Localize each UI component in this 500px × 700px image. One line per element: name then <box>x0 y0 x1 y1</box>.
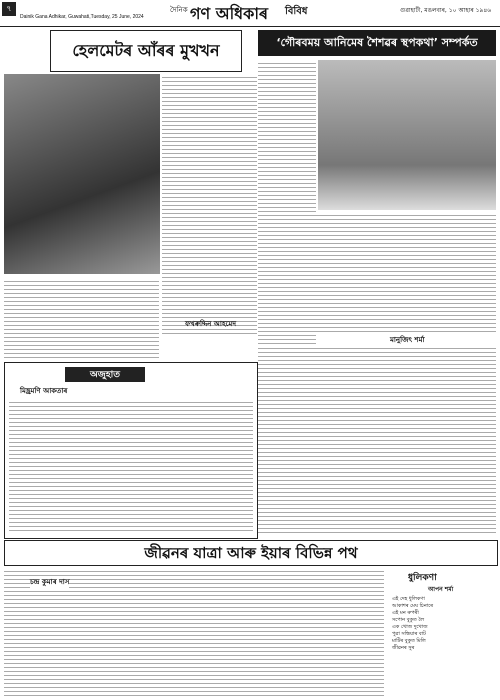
poem-line: আকাশৰ মেঘ চিনাৰে <box>392 603 434 609</box>
main-story-column-1 <box>162 74 257 334</box>
poem-line: সপোন বুকুত লৈ <box>392 617 425 623</box>
poem-line: পুৱা সন্ধিয়াৰ বাট <box>392 631 426 637</box>
side-headline: ‘গৌৰবময় আনিমেষ শৈশৱৰ স্থপকথা’ সম্পৰ্কত <box>258 30 496 56</box>
poem-line: এক খোজ দুখোজ <box>392 624 428 630</box>
poem-line: এই মন ৰুপৰী <box>392 610 419 616</box>
poem-line: জীৱনৰ সুৰ <box>392 645 415 651</box>
main-headline: হেলমেটৰ আঁৰৰ মুখখন <box>50 30 242 72</box>
poem-line: মাটিৰ বুকুত মিলি <box>392 638 426 644</box>
box-story-title: অজুহাত <box>65 367 145 382</box>
date-bengali: গুৱাহাটী, মঙলবাৰ, ১০ আহাৰ ১৯৪৬ <box>400 7 492 14</box>
poem-title: ধুলিকণা <box>408 573 437 583</box>
dateline: Dainik Gana Adhikar, Guwahati,Tuesday, 25 June, 2024 <box>20 14 144 20</box>
box-story-body <box>9 399 253 534</box>
masthead <box>0 0 500 27</box>
side-story-column-3 <box>258 345 496 535</box>
side-story-column-2 <box>258 212 496 332</box>
brand-prefix: দৈনিক <box>170 6 188 14</box>
bottom-story-author: চন্দ্ৰ কুমাৰ দাস <box>30 578 70 586</box>
poem-box <box>388 568 496 696</box>
page-number-icon: ৭ <box>2 2 16 16</box>
helmet-photo <box>4 74 160 274</box>
poem-lines <box>392 596 433 652</box>
main-story-author: ফখৰুদ্দিন আহমেদ <box>185 320 237 328</box>
newspaper-title: গণ অধিকাৰ <box>190 4 268 23</box>
poem-author: আপন শৰ্মা <box>428 586 454 593</box>
main-story-column-2 <box>4 278 159 358</box>
bottom-headline: জীৱনৰ যাত্ৰা আৰু ইয়াৰ বিভিন্ন পথ <box>4 540 498 566</box>
side-story-photo <box>318 60 496 210</box>
side-story-author: মানুজিৎ শৰ্মা <box>390 336 425 344</box>
section-label: বিবিধ <box>285 6 308 17</box>
box-story <box>4 362 258 539</box>
box-story-author: মিছ্ৰমণি আকতাৰ <box>20 387 68 395</box>
poem-line: এই দেহ ধুলিকণা <box>392 596 425 602</box>
